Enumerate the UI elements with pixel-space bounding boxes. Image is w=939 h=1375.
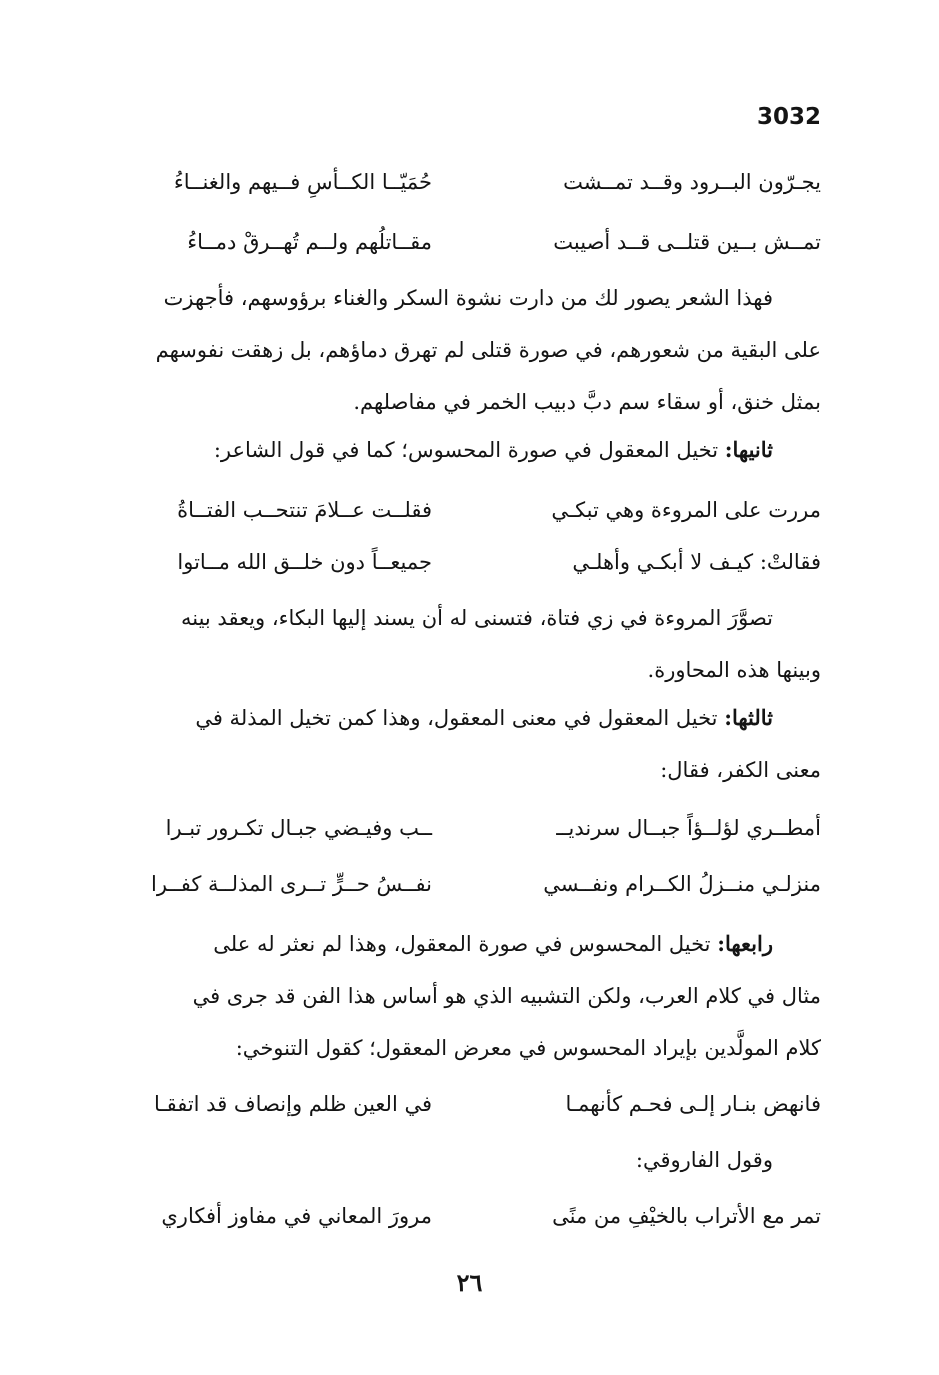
paragraph-4-line-2: معنى الكفر، فقال:	[660, 758, 821, 782]
verse-6-right: منزلـي منــزلُ الكــرام ونفــسي	[543, 872, 821, 896]
paragraph-6	[116, 1134, 821, 1186]
page-number-top: 3032	[756, 104, 821, 130]
paragraph-4-line-1	[116, 692, 821, 744]
verse-3-left: فقلــت عــلامَ تنتحــب الفتــاةُ	[177, 498, 432, 522]
paragraph-1	[116, 272, 821, 428]
verse-8-right: تمر مع الأتراب بالخيْفِ من منًى	[552, 1204, 821, 1228]
verse-2-right: تمــش بــين قتلــى قــد أصيبت	[553, 230, 821, 254]
paragraph-5	[116, 918, 821, 1074]
paragraph-1-line-2: على البقية من شعورهم، في صورة قتلى لم تهرق دماؤهم، بل زهقت نفوسهم	[155, 338, 821, 362]
verse-4-left: جميعــاً دون خلــق الله مــاتوا	[177, 550, 432, 574]
verse-7-right: فانهض بنـار إلـى فحـم كأنهمـا	[565, 1092, 821, 1116]
paragraph-2	[116, 424, 821, 476]
paragraph-2-text: تخيل المعقول في صورة المحسوس؛ كما في قول الشاعر:	[213, 438, 725, 462]
verse-1-left: حُمَيّــا الكــأسِ فــيهم والغنــاءُ	[173, 170, 432, 194]
paragraph-1-line-3: بمثل خنق، أو سقاء سم دبَّ دبيب الخمر في مفاصلهم.	[353, 390, 821, 414]
verse-3-right: مررت على المروءة وهي تبكـي	[551, 498, 821, 522]
verse-1-right: يجـرّون البــرود وقــد تمــشت	[563, 170, 821, 194]
paragraph-5-text: تخيل المحسوس في صورة المعقول، وهذا لم نعثر له على	[213, 932, 718, 956]
verse-8-left: مرورَ المعاني في مفاوز أفكاري	[161, 1204, 432, 1228]
section-label-third: ثالثها:	[724, 705, 773, 730]
paragraph-4-text: تخيل المعقول في معنى المعقول، وهذا كمن تخيل المذلة في	[195, 706, 725, 730]
paragraph-3-line-1: تصوَّرَ المروءة في زي فتاة، فتسنى له أن يسند إليها البكاء، ويعقد بينه	[180, 606, 773, 630]
verse-2-left: مقــاتلُهم ولــم تُهــرقْ دمــاءُ	[187, 230, 432, 254]
paragraph-5-line-3: كلام المولَّدين بإيراد المحسوس في معرض المعقول؛ كقول التنوخي:	[235, 1036, 821, 1060]
page-number-bottom: ٢٦	[456, 1268, 483, 1297]
paragraph-3	[116, 592, 821, 696]
paragraph-1-line-1: فهذا الشعر يصور لك من دارت نشوة السكر والغناء برؤوسهم، فأجهزت	[163, 286, 773, 310]
paragraph-6-line-1: وقول الفاروقي:	[635, 1148, 773, 1172]
section-label-fourth: رابعها:	[717, 931, 773, 956]
paragraph-5-line-1	[116, 918, 821, 970]
paragraph-5-line-2: مثال في كلام العرب، ولكن التشبيه الذي هو أساس هذا الفن قد جرى في	[192, 984, 821, 1008]
verse-6-left: نفــسُ حــرٍّ تــرى المذلــة كفــرا	[151, 872, 432, 896]
verse-5-left: ــب وفيـضي جبـال تكـرور تبـرا	[165, 816, 432, 840]
section-label-second: ثانيها:	[724, 437, 773, 462]
verse-7-left: في العين ظلم وإنصاف قد اتفقـا	[154, 1092, 432, 1116]
paragraph-2-line-1	[116, 424, 821, 476]
verse-4-right: فقالتْ: كيـف لا أبكـي وأهلـي	[572, 550, 821, 574]
verse-5-right: أمطــري لؤلــؤاً جبــال سرنديــ	[556, 816, 821, 840]
paragraph-4	[116, 692, 821, 796]
paragraph-3-line-2: وبينها هذه المحاورة.	[647, 658, 821, 682]
